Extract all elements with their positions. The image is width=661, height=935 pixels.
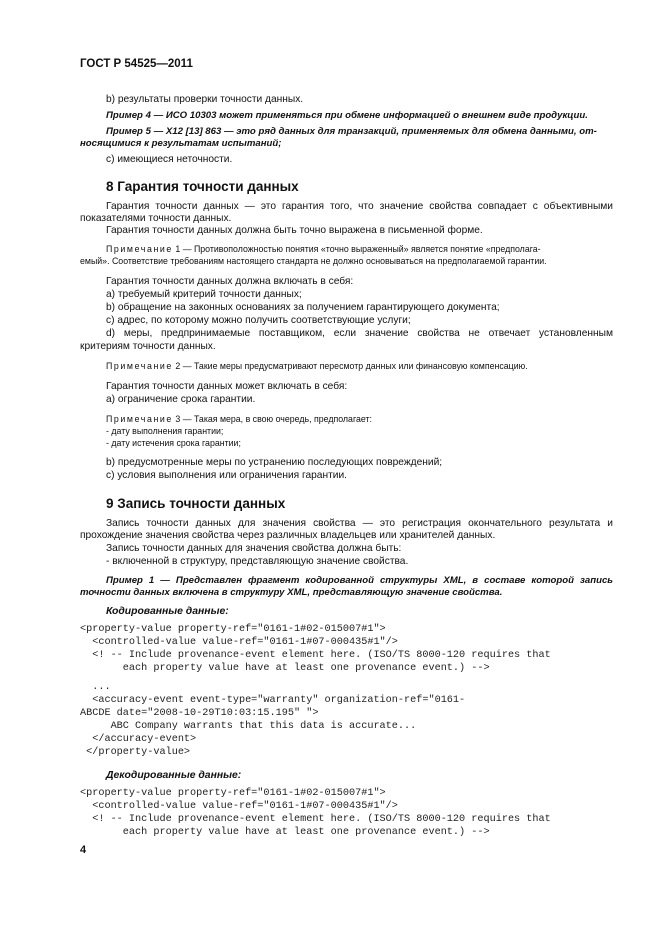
code-line: <property-value property-ref="0161-1#02-015007#1"> bbox=[80, 624, 386, 635]
s9-para-2: Запись точности данных для значения свойства должна быть: bbox=[106, 543, 402, 554]
note-3-label: Примечание bbox=[106, 414, 173, 424]
code-line: ABCDE date="2008-10-29T10:03:15.195" "> bbox=[80, 708, 319, 719]
s8-para-2: Гарантия точности данных должна быть точно выражена в письменной форме. bbox=[106, 225, 483, 236]
decoded-data-label: Декодированные данные: bbox=[106, 770, 242, 781]
s9-para-1-line-2: прохождение значения свойства через различных владельцев или хранителей данных. bbox=[80, 530, 496, 541]
s9-example-1-line-2: точности данных включена в структуру XML, представляющую значение свойства. bbox=[80, 587, 503, 598]
section-9-title: 9 Запись точности данных bbox=[106, 496, 286, 511]
note-2-text: 2 — Такие меры предусматривают пересмотр данных или финансовую компенсацию. bbox=[172, 361, 528, 371]
code-line: <! -- Include provenance-event element here. (ISO/TS 8000-120 requires that bbox=[80, 814, 551, 825]
code-line: each property value have at least one provenance event.) --> bbox=[80, 663, 490, 674]
code-block-coded bbox=[80, 623, 551, 759]
code-line: <property-value property-ref="0161-1#02-015007#1"> bbox=[80, 788, 386, 799]
s8-list-b: b) обращение на законных основаниях за получением гарантирующего документа; bbox=[106, 302, 500, 313]
s8-para-1-line-2: показателями точности данных. bbox=[80, 213, 232, 224]
note-3-text: 3 — Такая мера, в свою очередь, предполагает: bbox=[172, 414, 372, 424]
s9-para-2-item: - включенной в структуру, представляющую значение свойства. bbox=[106, 556, 409, 567]
code-line: <accuracy-event event-type="warranty" organization-ref="0161- bbox=[80, 695, 466, 706]
note-2 bbox=[106, 361, 528, 372]
s8-list-a: а) требуемый критерий точности данных; bbox=[106, 289, 302, 300]
code-line: <controlled-value value-ref="0161-1#07-000435#1"/> bbox=[80, 801, 398, 812]
note-3-dash-2: - дату истечения срока гарантии; bbox=[106, 438, 241, 448]
section-8-title: 8 Гарантия точности данных bbox=[106, 179, 299, 194]
note-2-label: Примечание bbox=[106, 361, 173, 371]
list-item-c: с) имеющиеся неточности. bbox=[106, 154, 233, 165]
standard-header: ГОСТ Р 54525—2011 bbox=[80, 58, 193, 70]
note-1-text: 1 — Противоположностью понятия «точно выраженный» является понятие «предполага- bbox=[172, 244, 541, 254]
code-line: ... bbox=[80, 682, 111, 693]
page-number: 4 bbox=[80, 844, 87, 856]
code-line: <controlled-value value-ref="0161-1#07-000435#1"/> bbox=[80, 637, 398, 648]
s8-para-1-line-1: Гарантия точности данных — это гарантия того, что значение свойства совпадает с объективными bbox=[106, 201, 613, 212]
example-4: Пример 4 — ИСО 10303 может применяться при обмене информацией о внешнем виде продукции. bbox=[106, 110, 588, 121]
example-5-line-1: Пример 5 — X12 [13] 863 — это ряд данных для транзакций, применяемых для обмена данными, от- bbox=[106, 126, 597, 137]
code-line: ABC Company warrants that this data is accurate... bbox=[80, 721, 417, 732]
example-5-line-2: носящимися к результатам испытаний; bbox=[80, 138, 282, 149]
code-line: </property-value> bbox=[80, 747, 191, 758]
s8-list-d-line-2: критериям точности данных. bbox=[80, 341, 216, 352]
code-block-decoded bbox=[80, 787, 551, 839]
s8-para-3: Гарантия точности данных должна включать в себя: bbox=[106, 276, 354, 287]
code-line: </accuracy-event> bbox=[80, 734, 197, 745]
note-1-label: Примечание bbox=[106, 244, 173, 254]
s9-para-1-line-1: Запись точности данных для значения свойства — это регистрация окончательного результата и bbox=[106, 518, 613, 529]
s9-example-1-line-1: Пример 1 — Представлен фрагмент кодированной структуры XML, в составе которой запись bbox=[106, 575, 613, 586]
note-1-line-1 bbox=[106, 244, 541, 255]
list-item-b: b) результаты проверки точности данных. bbox=[106, 94, 304, 105]
note-1-line-2: емый». Соответствие требованиям настоящего стандарта не должно основываться на предполагаемой гарантии. bbox=[80, 256, 547, 266]
code-line: each property value have at least one provenance event.) --> bbox=[80, 827, 490, 838]
s8-list-c: с) адрес, по которому можно получить соответствующие услуги; bbox=[106, 315, 411, 326]
s8-list2-a: а) ограничение срока гарантии. bbox=[106, 394, 256, 405]
s8-para-4: Гарантия точности данных может включать в себя: bbox=[106, 381, 348, 392]
s8-list2-c: с) условия выполнения или ограничения гарантии. bbox=[106, 470, 347, 481]
coded-data-label: Кодированные данные: bbox=[106, 606, 229, 617]
note-3 bbox=[106, 414, 372, 425]
s8-list-d-line-1: d) меры, предпринимаемые поставщиком, если значение свойства не отвечает установленным bbox=[106, 328, 613, 339]
code-line: <! -- Include provenance-event element here. (ISO/TS 8000-120 requires that bbox=[80, 650, 551, 661]
note-3-dash-1: - дату выполнения гарантии; bbox=[106, 426, 224, 436]
s8-list2-b: b) предусмотренные меры по устранению последующих повреждений; bbox=[106, 457, 443, 468]
